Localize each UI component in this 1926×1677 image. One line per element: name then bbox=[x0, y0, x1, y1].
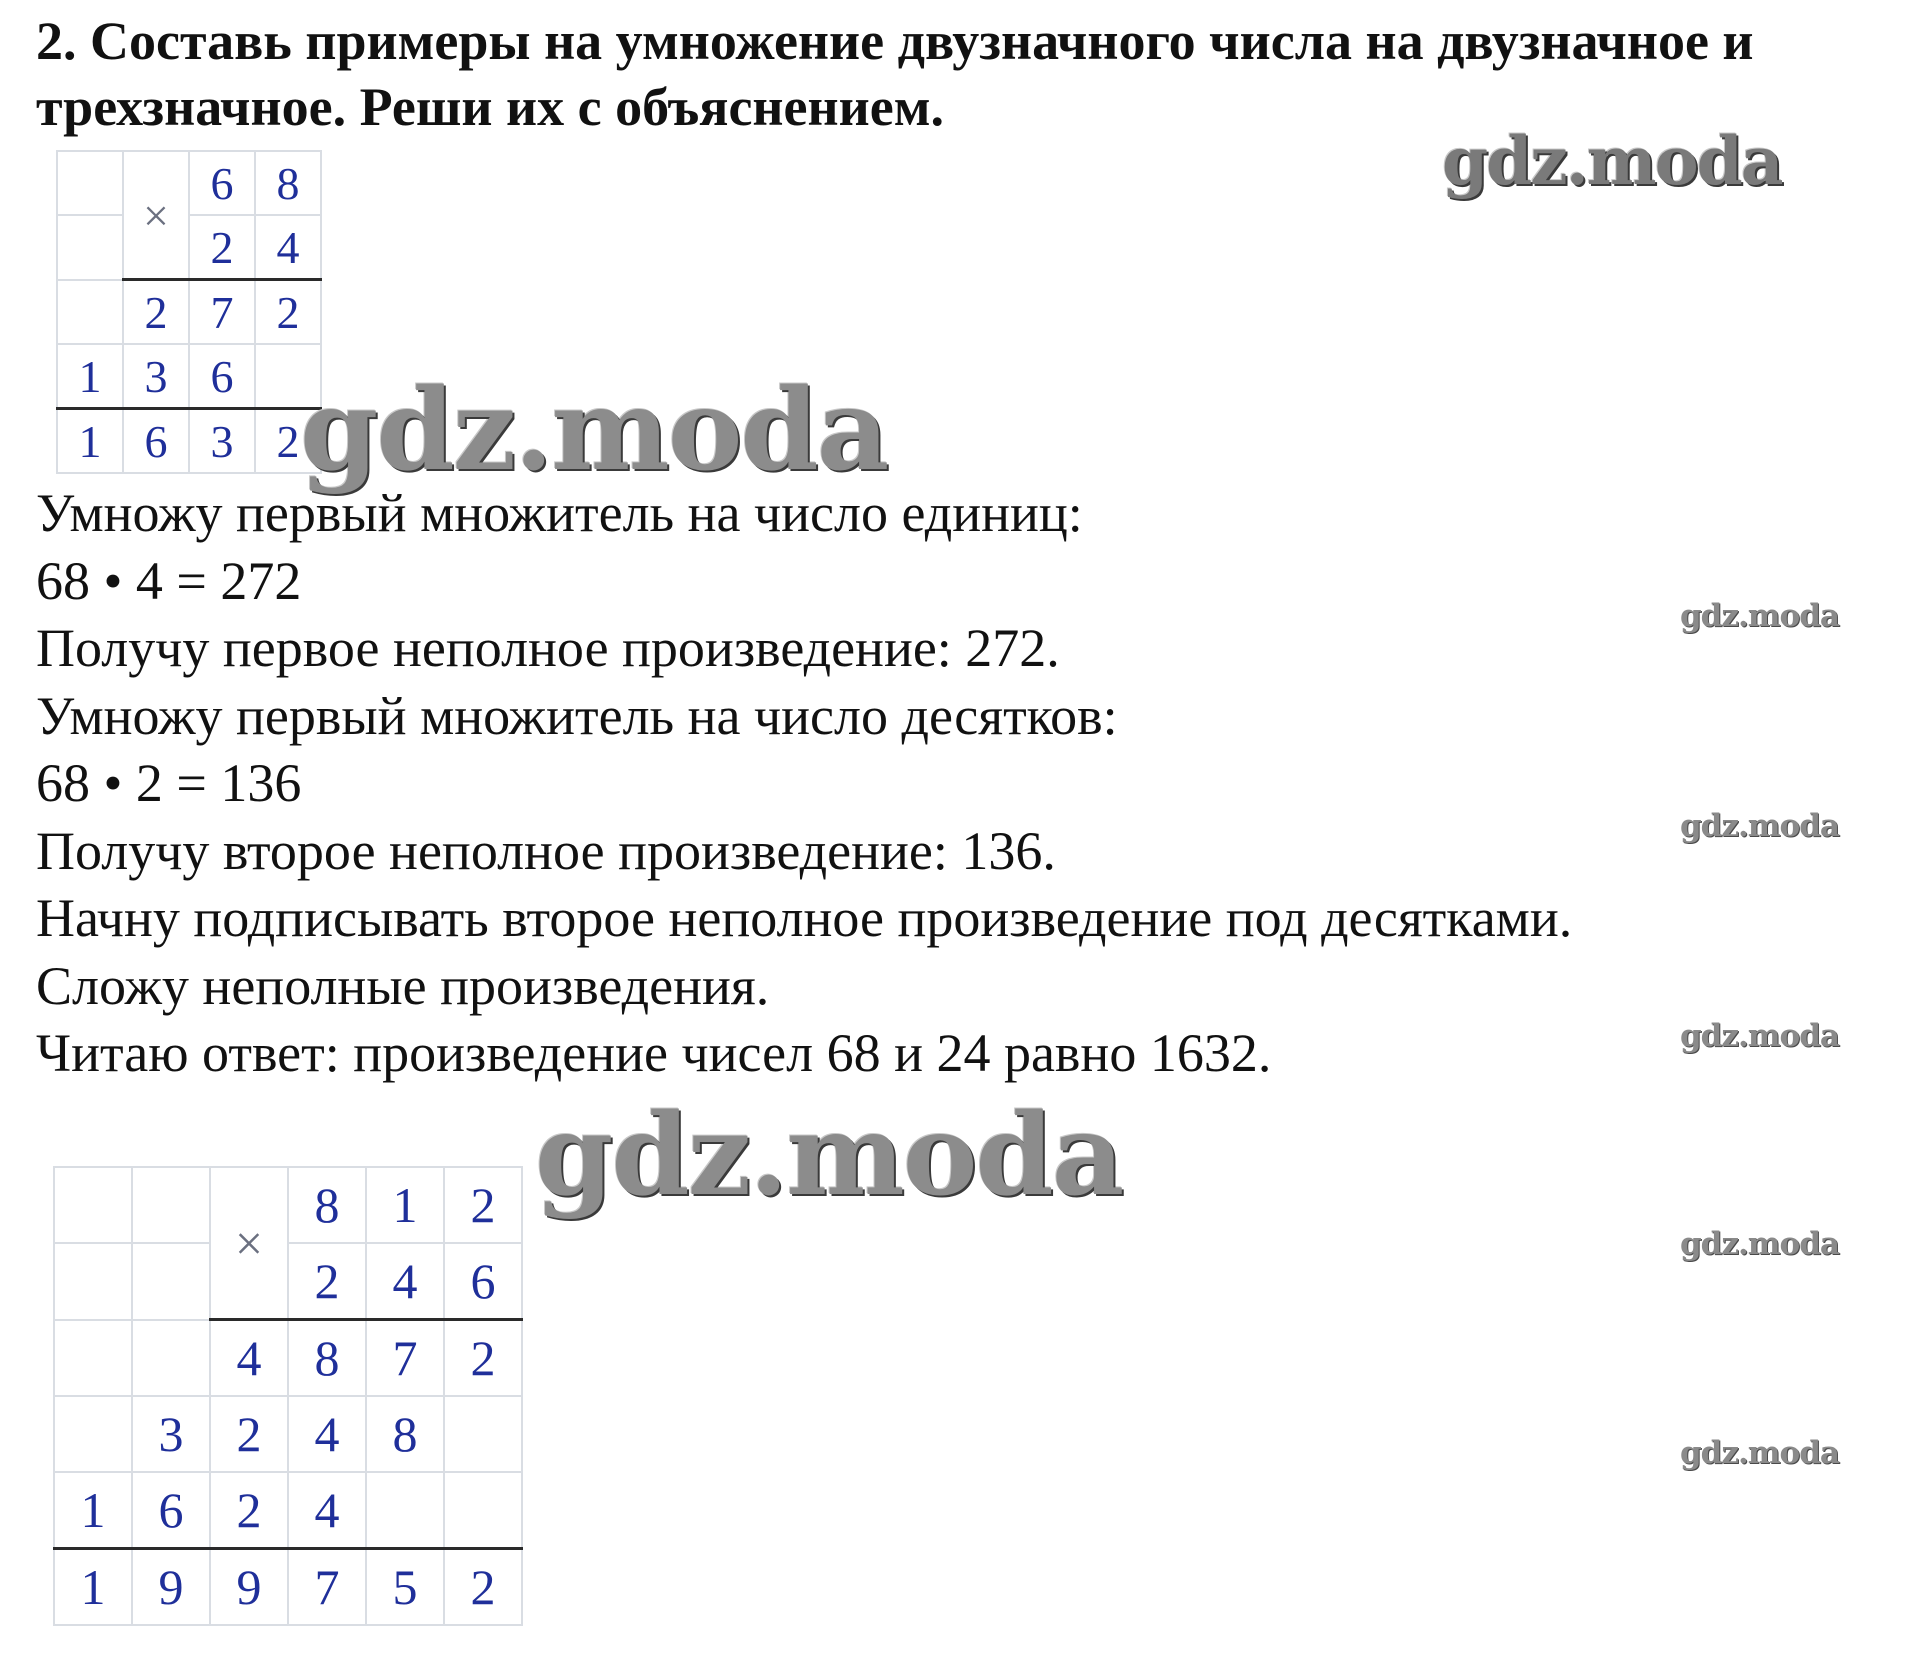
grid-cell: 2 bbox=[210, 1396, 288, 1472]
grid-cell bbox=[54, 1167, 132, 1243]
explanation-text bbox=[36, 480, 1836, 1088]
grid-cell: 2 bbox=[255, 409, 321, 474]
grid-cell: 6 bbox=[123, 409, 189, 474]
grid-cell bbox=[57, 151, 123, 215]
grid-row-result bbox=[54, 1549, 522, 1626]
grid-cell bbox=[57, 280, 123, 345]
multiply-sign: × bbox=[210, 1167, 288, 1320]
grid-cell bbox=[132, 1167, 210, 1243]
grid-cell: 1 bbox=[57, 409, 123, 474]
grid-cell: 2 bbox=[444, 1320, 522, 1397]
watermark: gdz.moda bbox=[535, 1090, 1123, 1221]
grid-cell: 2 bbox=[255, 280, 321, 345]
grid-cell: 6 bbox=[189, 344, 255, 409]
grid-cell: 1 bbox=[57, 344, 123, 409]
grid-cell: 7 bbox=[288, 1549, 366, 1626]
grid-cell: 8 bbox=[255, 151, 321, 215]
grid-row-multiplier bbox=[57, 215, 321, 280]
task-title-line-1: 2. Составь примеры на умножение двузначного числа на двузначное и bbox=[36, 11, 1754, 71]
grid-cell: 4 bbox=[288, 1472, 366, 1549]
grid-cell: 8 bbox=[288, 1167, 366, 1243]
grid-cell: 2 bbox=[189, 215, 255, 280]
grid-row-partial-product-1 bbox=[54, 1320, 522, 1397]
grid-cell: 3 bbox=[123, 344, 189, 409]
grid-cell: 1 bbox=[366, 1167, 444, 1243]
grid-cell: 2 bbox=[288, 1243, 366, 1320]
explanation-line: 68 • 4 = 272 bbox=[36, 550, 302, 611]
grid-cell: 9 bbox=[210, 1549, 288, 1626]
grid-cell: 7 bbox=[189, 280, 255, 345]
grid-cell bbox=[54, 1243, 132, 1320]
grid-cell: 6 bbox=[444, 1243, 522, 1320]
grid-cell: 7 bbox=[366, 1320, 444, 1397]
watermark: gdz.moda bbox=[1680, 598, 1839, 634]
grid-row-partial-product-2 bbox=[54, 1396, 522, 1472]
explanation-line: Читаю ответ: произведение чисел 68 и 24 равно 1632. bbox=[36, 1023, 1272, 1083]
grid-cell: 1 bbox=[54, 1472, 132, 1549]
watermark: gdz.moda bbox=[300, 365, 888, 496]
watermark: gdz.moda bbox=[1680, 808, 1839, 844]
grid-row-multiplier bbox=[54, 1243, 522, 1320]
grid-row-multiplicand bbox=[54, 1167, 522, 1243]
grid-row-result bbox=[57, 409, 321, 474]
multiply-sign: × bbox=[123, 151, 189, 280]
explanation-line: Получу первое неполное произведение: 272. bbox=[36, 618, 1060, 678]
multiplication-grid-68x24 bbox=[56, 150, 322, 474]
grid-cell: 1 bbox=[54, 1549, 132, 1626]
grid-cell bbox=[366, 1472, 444, 1549]
task-title bbox=[36, 8, 1916, 140]
grid-cell: 4 bbox=[366, 1243, 444, 1320]
grid-cell: 2 bbox=[444, 1167, 522, 1243]
grid-cell bbox=[54, 1320, 132, 1397]
grid-cell bbox=[54, 1396, 132, 1472]
grid-cell: 2 bbox=[123, 280, 189, 345]
explanation-line: Получу второе неполное произведение: 136. bbox=[36, 820, 1056, 881]
grid-cell: 9 bbox=[132, 1549, 210, 1626]
grid-row-multiplicand bbox=[57, 151, 321, 215]
grid-cell: 2 bbox=[210, 1472, 288, 1549]
grid-cell: 2 bbox=[444, 1549, 522, 1626]
explanation-line: Сложу неполные произведения. bbox=[36, 955, 770, 1016]
grid-cell: 3 bbox=[132, 1396, 210, 1472]
watermark: gdz.moda bbox=[1680, 1018, 1839, 1054]
grid-cell: 6 bbox=[132, 1472, 210, 1549]
explanation-line: Начну подписывать второе неполное произведение под десятками. bbox=[36, 888, 1573, 948]
grid-cell bbox=[57, 215, 123, 280]
grid-cell: 5 bbox=[366, 1549, 444, 1626]
grid-cell bbox=[444, 1396, 522, 1472]
grid-row-partial-product-3 bbox=[54, 1472, 522, 1549]
grid-cell: 8 bbox=[288, 1320, 366, 1397]
multiplication-grid-812x246 bbox=[53, 1166, 523, 1626]
grid-row-partial-product-1 bbox=[57, 280, 321, 345]
grid-cell bbox=[132, 1320, 210, 1397]
watermark: gdz.moda bbox=[1680, 1226, 1839, 1262]
grid-row-partial-product-2 bbox=[57, 344, 321, 409]
explanation-line: Умножу первый множитель на число единиц: bbox=[36, 483, 1083, 543]
grid-cell: 4 bbox=[210, 1320, 288, 1397]
watermark: gdz.moda bbox=[1680, 1435, 1839, 1471]
grid-cell: 6 bbox=[189, 151, 255, 215]
explanation-line: Умножу первый множитель на число десятков: bbox=[36, 685, 1118, 746]
grid-cell bbox=[132, 1243, 210, 1320]
watermark: gdz.moda bbox=[1442, 122, 1782, 200]
grid-cell: 4 bbox=[288, 1396, 366, 1472]
explanation-line: 68 • 2 = 136 bbox=[36, 753, 302, 813]
grid-cell: 3 bbox=[189, 409, 255, 474]
grid-cell: 4 bbox=[255, 215, 321, 280]
task-title-line-2: трехзначное. Реши их с объяснением. bbox=[36, 77, 944, 137]
grid-cell: 8 bbox=[366, 1396, 444, 1472]
grid-cell bbox=[444, 1472, 522, 1549]
